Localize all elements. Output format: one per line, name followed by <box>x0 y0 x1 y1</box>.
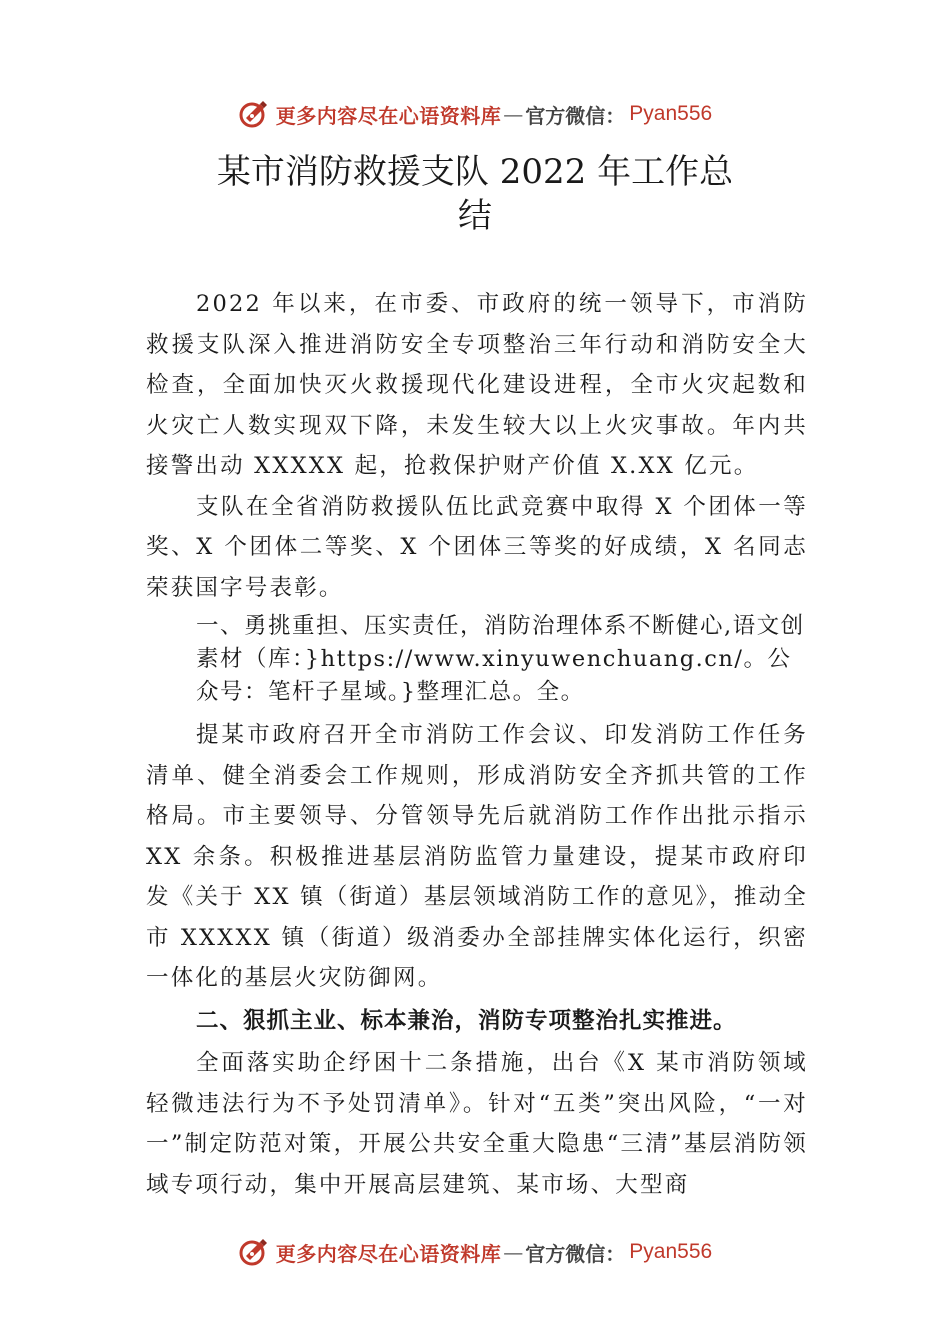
header-handle: Pyan556 <box>629 102 713 125</box>
title-line-2: 结 <box>458 196 492 236</box>
header-banner <box>0 94 950 134</box>
document-title <box>150 150 800 238</box>
footer-handle: Pyan556 <box>629 1240 713 1263</box>
footer-separator: — <box>503 1240 524 1264</box>
section-heading-two: 二、狠抓主业、标本兼治，消防专项整治扎实推进。 <box>196 1007 737 1034</box>
paragraph-rectification: 全面落实助企纾困十二条措施，出台《X 某市消防领域轻微违法行为不予处罚清单》。针对“五类”突出风险，“一对一”制定防范对策，开展公共安全重大隐患“三清”基层消防领域专项行动，集中开展高层建筑、某市场、大型商 <box>146 1050 808 1198</box>
pen-logo-icon <box>238 98 270 130</box>
paragraph-intro: 2022 年以来，在市委、市政府的统一领导下，市消防救援支队深入推进消防安全专项整治三年行动和消防安全大检查，全面加快灭火救援现代化建设进程，全市火灾起数和火灾亡人数实现双下降，未发生较大以上火灾事故。年内共接警出动 XXXXX 起，抢救保护财产价值 X.XX 亿元。 <box>146 291 808 479</box>
header-label: 官方微信： <box>525 103 626 128</box>
title-line-1: 某市消防救援支队 2022 年工作总 <box>216 152 734 192</box>
paragraph-awards: 支队在全省消防救援队伍比武竞赛中取得 X 个团体一等奖、X 个团体二等奖、X 个团体三等奖的好成绩，X 名同志荣获国字号表彰。 <box>146 493 808 601</box>
header-separator: — <box>503 102 524 126</box>
footer-banner <box>0 1232 950 1272</box>
pen-logo-icon <box>238 1236 270 1268</box>
document-body <box>146 284 808 1205</box>
paragraph-section-one: 一、勇挑重担、压实责任，消防治理体系不断健心,语文创素材（库：}https://www.xinyuwenchuang.cn/。公众号：笔杆子星域。}整理汇总。全。 <box>196 613 805 705</box>
footer-label: 官方微信： <box>525 1241 626 1266</box>
paragraph-governance: 提某市政府召开全市消防工作会议、印发消防工作任务清单、健全消委会工作规则，形成消防安全齐抓共管的工作格局。市主要领导、分管领导先后就消防工作作出批示指示 XX 余条。积极推进基层消防监管力量建设，提某市政府印发《关于 XX 镇（街道）基层领域消防工作的意见》，推动全市 XXXXX 镇（街道）级消委办全部挂牌实体化运行，织密一体化的基层火灾防御网。 <box>146 722 808 991</box>
footer-site-text: 更多内容尽在心语资料库 <box>275 1241 502 1266</box>
header-site-text: 更多内容尽在心语资料库 <box>275 103 502 128</box>
